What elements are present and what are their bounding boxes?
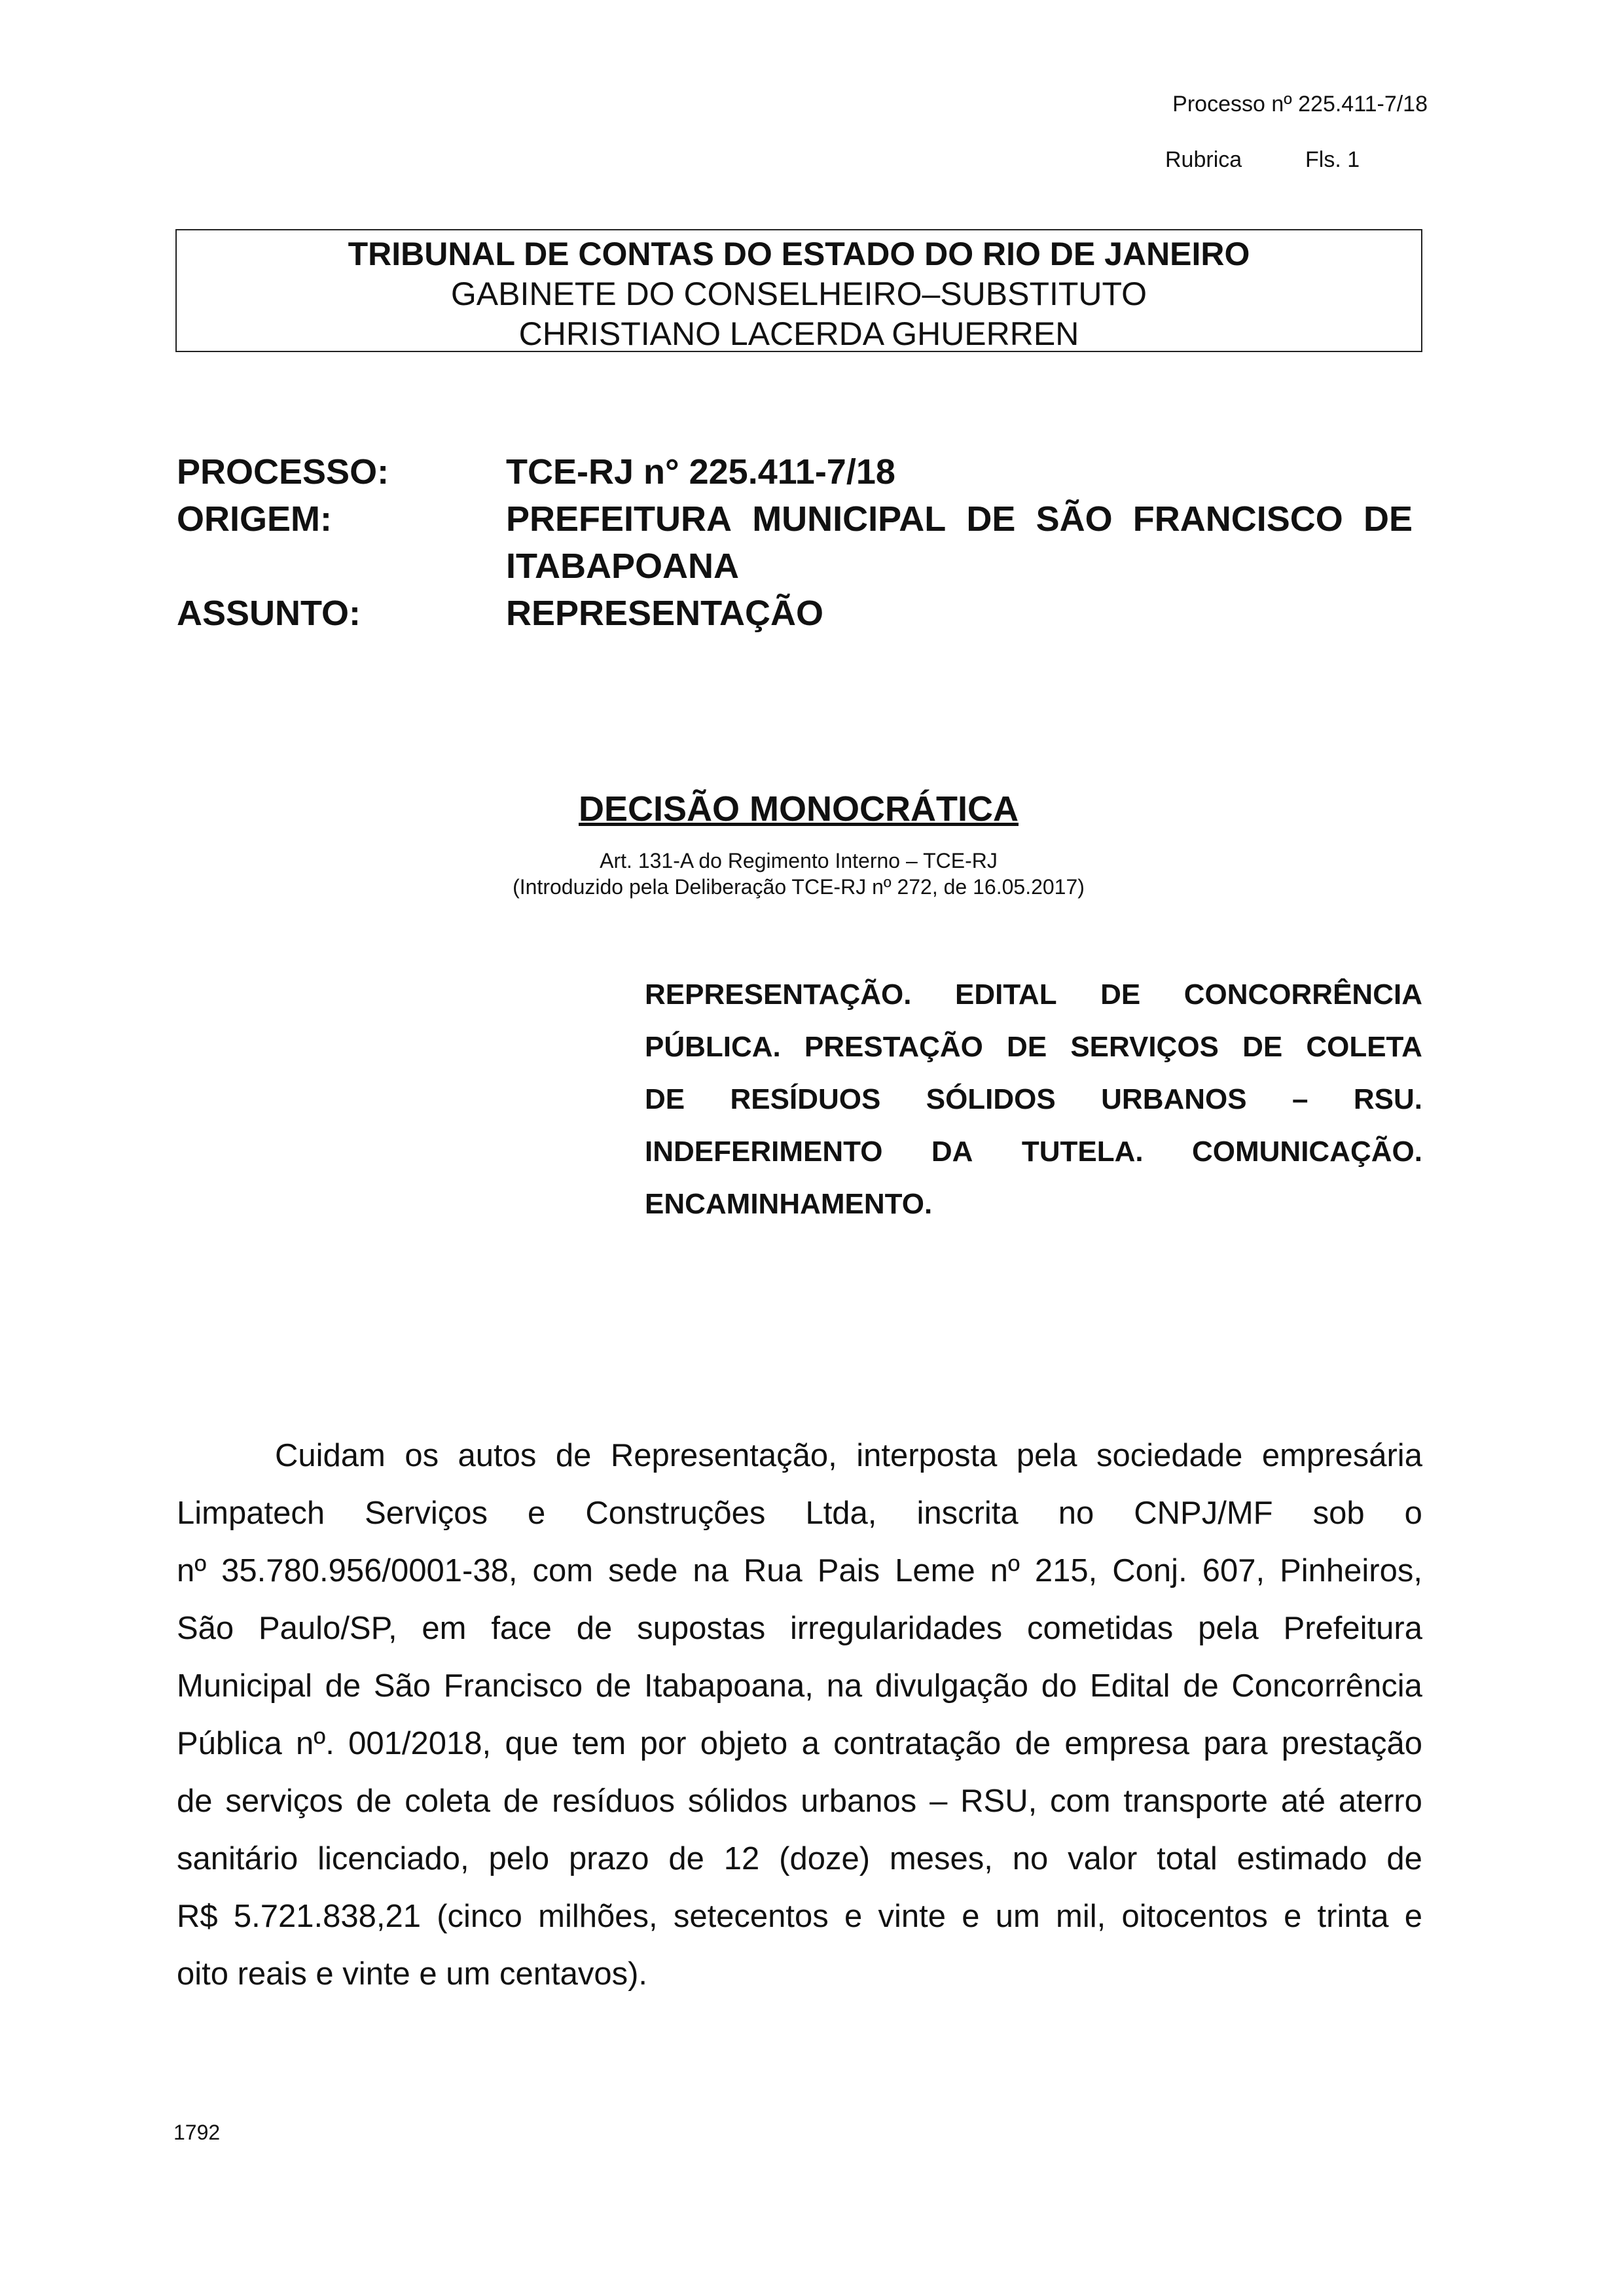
body-word: em (422, 1611, 467, 1646)
body-line (177, 1600, 1422, 1657)
body-word: Cuidam (275, 1438, 386, 1473)
body-word: no (1058, 1496, 1094, 1531)
processo-value: TCE-RJ n° 225.411-7/18 (506, 452, 895, 492)
body-word: de (1015, 1726, 1051, 1761)
body-word: Prefeitura (1283, 1611, 1422, 1646)
ementa-word: TUTELA. (1021, 1136, 1144, 1168)
body-word: irregularidades (790, 1611, 1003, 1646)
body-word: São (373, 1668, 431, 1704)
body-word: nº. (296, 1726, 334, 1761)
body-word: prestação (1281, 1726, 1422, 1761)
origem-word: DE (966, 499, 1016, 539)
body-word: a (801, 1726, 820, 1761)
body-word: trinta (1317, 1899, 1389, 1934)
body-line (177, 1888, 1422, 1945)
body-word: de (355, 1784, 392, 1819)
body-word: sede (608, 1553, 678, 1588)
body-word: supostas (637, 1611, 766, 1646)
body-word: 35.780.956/0001-38, (221, 1553, 518, 1588)
body-line (177, 1830, 1422, 1888)
decision-legal-basis: Art. 131-A do Regimento Interno – TCE-RJ (600, 849, 998, 872)
body-word: que (505, 1726, 559, 1761)
body-word: resíduos (552, 1784, 676, 1819)
ementa-word: DE (1100, 978, 1141, 1011)
body-word: tem (572, 1726, 626, 1761)
body-line (177, 1772, 1422, 1830)
ementa-word: INDEFERIMENTO (645, 1136, 883, 1168)
body-word: Ltda, (805, 1496, 877, 1531)
body-word: sob (1312, 1496, 1365, 1531)
body-word: para (1203, 1726, 1268, 1761)
ementa-word: RESÍDUOS (730, 1083, 881, 1115)
body-word: R$ (177, 1899, 218, 1934)
body-word: Construções (585, 1496, 766, 1531)
body-word: 001/2018, (348, 1726, 492, 1761)
body-word: e (962, 1899, 980, 1934)
body-word: 215, (1034, 1553, 1098, 1588)
ementa-word: SERVIÇOS (1070, 1031, 1219, 1063)
body-word: Limpatech (177, 1496, 325, 1531)
decision-title: DECISÃO MONOCRÁTICA (579, 789, 1019, 829)
body-line (177, 1657, 1422, 1715)
body-paragraph (177, 1427, 1422, 2003)
body-word: na (693, 1553, 729, 1588)
ementa-word: DA (931, 1136, 973, 1168)
body-word: de (555, 1438, 592, 1473)
ementa-block (645, 969, 1422, 1230)
assunto-value: REPRESENTAÇÃO (506, 594, 824, 633)
body-word: 12 (723, 1841, 760, 1876)
institution-header-box (175, 229, 1422, 352)
body-word: valor (1068, 1841, 1138, 1876)
body-word: licenciado, (317, 1841, 469, 1876)
process-number-header: Processo nº 225.411-7/18 (1172, 92, 1428, 117)
body-word: de (177, 1784, 213, 1819)
ementa-word: SÓLIDOS (926, 1083, 1056, 1115)
ementa-word: PRESTAÇÃO (804, 1031, 983, 1063)
body-word: Paulo/SP, (259, 1611, 397, 1646)
body-word: sociedade (1096, 1438, 1243, 1473)
ementa-word: DE (1007, 1031, 1047, 1063)
body-word: vinte (878, 1899, 947, 1934)
body-word: total (1157, 1841, 1218, 1876)
body-word: meses, (889, 1841, 993, 1876)
body-word: no (1012, 1841, 1049, 1876)
ementa-line (645, 1126, 1422, 1178)
body-word: Representação, (610, 1438, 837, 1473)
body-word: aterro (1338, 1784, 1422, 1819)
assunto-label: ASSUNTO: (177, 594, 361, 633)
body-word: até (1280, 1784, 1326, 1819)
institution-name: TRIBUNAL DE CONTAS DO ESTADO DO RIO DE JANEIRO (348, 236, 1250, 272)
origem-value-line2: ITABAPOANA (506, 547, 739, 586)
body-word: (cinco (437, 1899, 522, 1934)
ementa-word: COMUNICAÇÃO. (1191, 1136, 1422, 1168)
body-word: divulgação (875, 1668, 1029, 1704)
body-word: milhões, (538, 1899, 658, 1934)
body-word: objeto (700, 1726, 788, 1761)
body-word: oito reais e vinte e um centavos). (177, 1956, 648, 1992)
body-word: interposta (856, 1438, 998, 1473)
body-word: Municipal (177, 1668, 312, 1704)
body-word: autos (458, 1438, 537, 1473)
body-line (177, 1427, 1422, 1484)
body-word: de (503, 1784, 539, 1819)
body-word: mil, (1056, 1899, 1106, 1934)
body-word: Itabapoana, (644, 1668, 814, 1704)
body-word: empresa (1064, 1726, 1190, 1761)
body-word: prazo (568, 1841, 649, 1876)
ementa-word: REPRESENTAÇÃO. (645, 978, 912, 1011)
origem-word: SÃO (1036, 499, 1113, 539)
ementa-word: RSU. (1353, 1083, 1422, 1115)
ementa-line (645, 1073, 1422, 1126)
origem-word: DE (1363, 499, 1413, 539)
body-word: na (826, 1668, 863, 1704)
body-word: CNPJ/MF (1134, 1496, 1273, 1531)
body-word: (doze) (779, 1841, 871, 1876)
body-line (177, 1484, 1422, 1542)
ementa-line (645, 969, 1422, 1021)
ementa-word: COLETA (1306, 1031, 1422, 1063)
ementa-word: DE (645, 1083, 685, 1115)
body-word: de (576, 1611, 613, 1646)
body-line (177, 1542, 1422, 1600)
body-word: urbanos (801, 1784, 917, 1819)
body-word: sanitário (177, 1841, 298, 1876)
body-word: contratação (833, 1726, 1001, 1761)
body-line (177, 1715, 1422, 1772)
body-word: Pública (177, 1726, 282, 1761)
body-word: Pais (817, 1553, 880, 1588)
body-word: serviços (225, 1784, 344, 1819)
body-word: face (491, 1611, 552, 1646)
body-word: Francisco (443, 1668, 583, 1704)
body-word: São (177, 1611, 234, 1646)
body-word: sólidos (687, 1784, 788, 1819)
body-word: de (1183, 1668, 1219, 1704)
ementa-line (645, 1021, 1422, 1073)
body-word: Concorrência (1231, 1668, 1422, 1704)
body-word: do (1041, 1668, 1077, 1704)
body-word: Serviços (365, 1496, 488, 1531)
ementa-word: PÚBLICA. (645, 1031, 781, 1063)
ementa-line (645, 1178, 1422, 1230)
ementa-word: – (1292, 1083, 1308, 1115)
body-word: transporte (1123, 1784, 1269, 1819)
body-word: o (1404, 1496, 1422, 1531)
body-word: um (995, 1899, 1040, 1934)
body-line (177, 1945, 1422, 2003)
counselor-name: CHRISTIANO LACERDA GHUERREN (518, 315, 1079, 352)
body-word: oitocentos (1121, 1899, 1268, 1934)
body-word: por (640, 1726, 687, 1761)
origem-word: FRANCISCO (1132, 499, 1343, 539)
ementa-word: EDITAL (954, 978, 1057, 1011)
body-word: Leme (895, 1553, 975, 1588)
origem-label: ORIGEM: (177, 499, 332, 539)
body-word: e (1404, 1899, 1422, 1934)
body-word: estimado (1236, 1841, 1367, 1876)
ementa-word: ENCAMINHAMENTO. (645, 1188, 933, 1220)
body-word: pela (1016, 1438, 1077, 1473)
ementa-word: DE (1242, 1031, 1283, 1063)
body-word: nº (177, 1553, 207, 1588)
body-word: empresária (1261, 1438, 1422, 1473)
body-word: setecentos (673, 1899, 829, 1934)
body-word: coleta (405, 1784, 490, 1819)
body-word: Conj. (1112, 1553, 1187, 1588)
body-word: pela (1198, 1611, 1259, 1646)
body-word: cometidas (1026, 1611, 1174, 1646)
body-word: de (325, 1668, 361, 1704)
page-number: 1792 (173, 2121, 221, 2144)
body-word: RSU, (960, 1784, 1038, 1819)
body-word: e (528, 1496, 546, 1531)
body-word: – (929, 1784, 948, 1819)
sheet-number: Fls. 1 (1305, 147, 1360, 172)
body-word: nº (990, 1553, 1020, 1588)
body-word: e (1284, 1899, 1302, 1934)
body-word: e (844, 1899, 863, 1934)
body-word: 607, (1202, 1553, 1265, 1588)
ementa-word: CONCORRÊNCIA (1183, 978, 1422, 1011)
cabinet-name: GABINETE DO CONSELHEIRO–SUBSTITUTO (450, 276, 1147, 312)
body-word: pelo (488, 1841, 550, 1876)
body-word: de (668, 1841, 704, 1876)
body-word: com (1050, 1784, 1111, 1819)
body-word: os (405, 1438, 439, 1473)
rubrica-label: Rubrica (1165, 147, 1242, 172)
body-word: Pinheiros, (1280, 1553, 1422, 1588)
origem-word: MUNICIPAL (752, 499, 947, 539)
body-word: Edital (1089, 1668, 1170, 1704)
body-word: de (595, 1668, 632, 1704)
body-word: de (1386, 1841, 1422, 1876)
body-word: Rua (743, 1553, 803, 1588)
origem-word: PREFEITURA (506, 499, 732, 539)
ementa-word: URBANOS (1101, 1083, 1247, 1115)
origem-value-line1 (506, 495, 1413, 543)
body-word: com (532, 1553, 594, 1588)
decision-deliberation-note: (Introduzido pela Deliberação TCE-RJ nº 272, de 16.05.2017) (513, 875, 1085, 899)
processo-label: PROCESSO: (177, 452, 389, 492)
body-word: inscrita (916, 1496, 1019, 1531)
body-word: 5.721.838,21 (233, 1899, 421, 1934)
